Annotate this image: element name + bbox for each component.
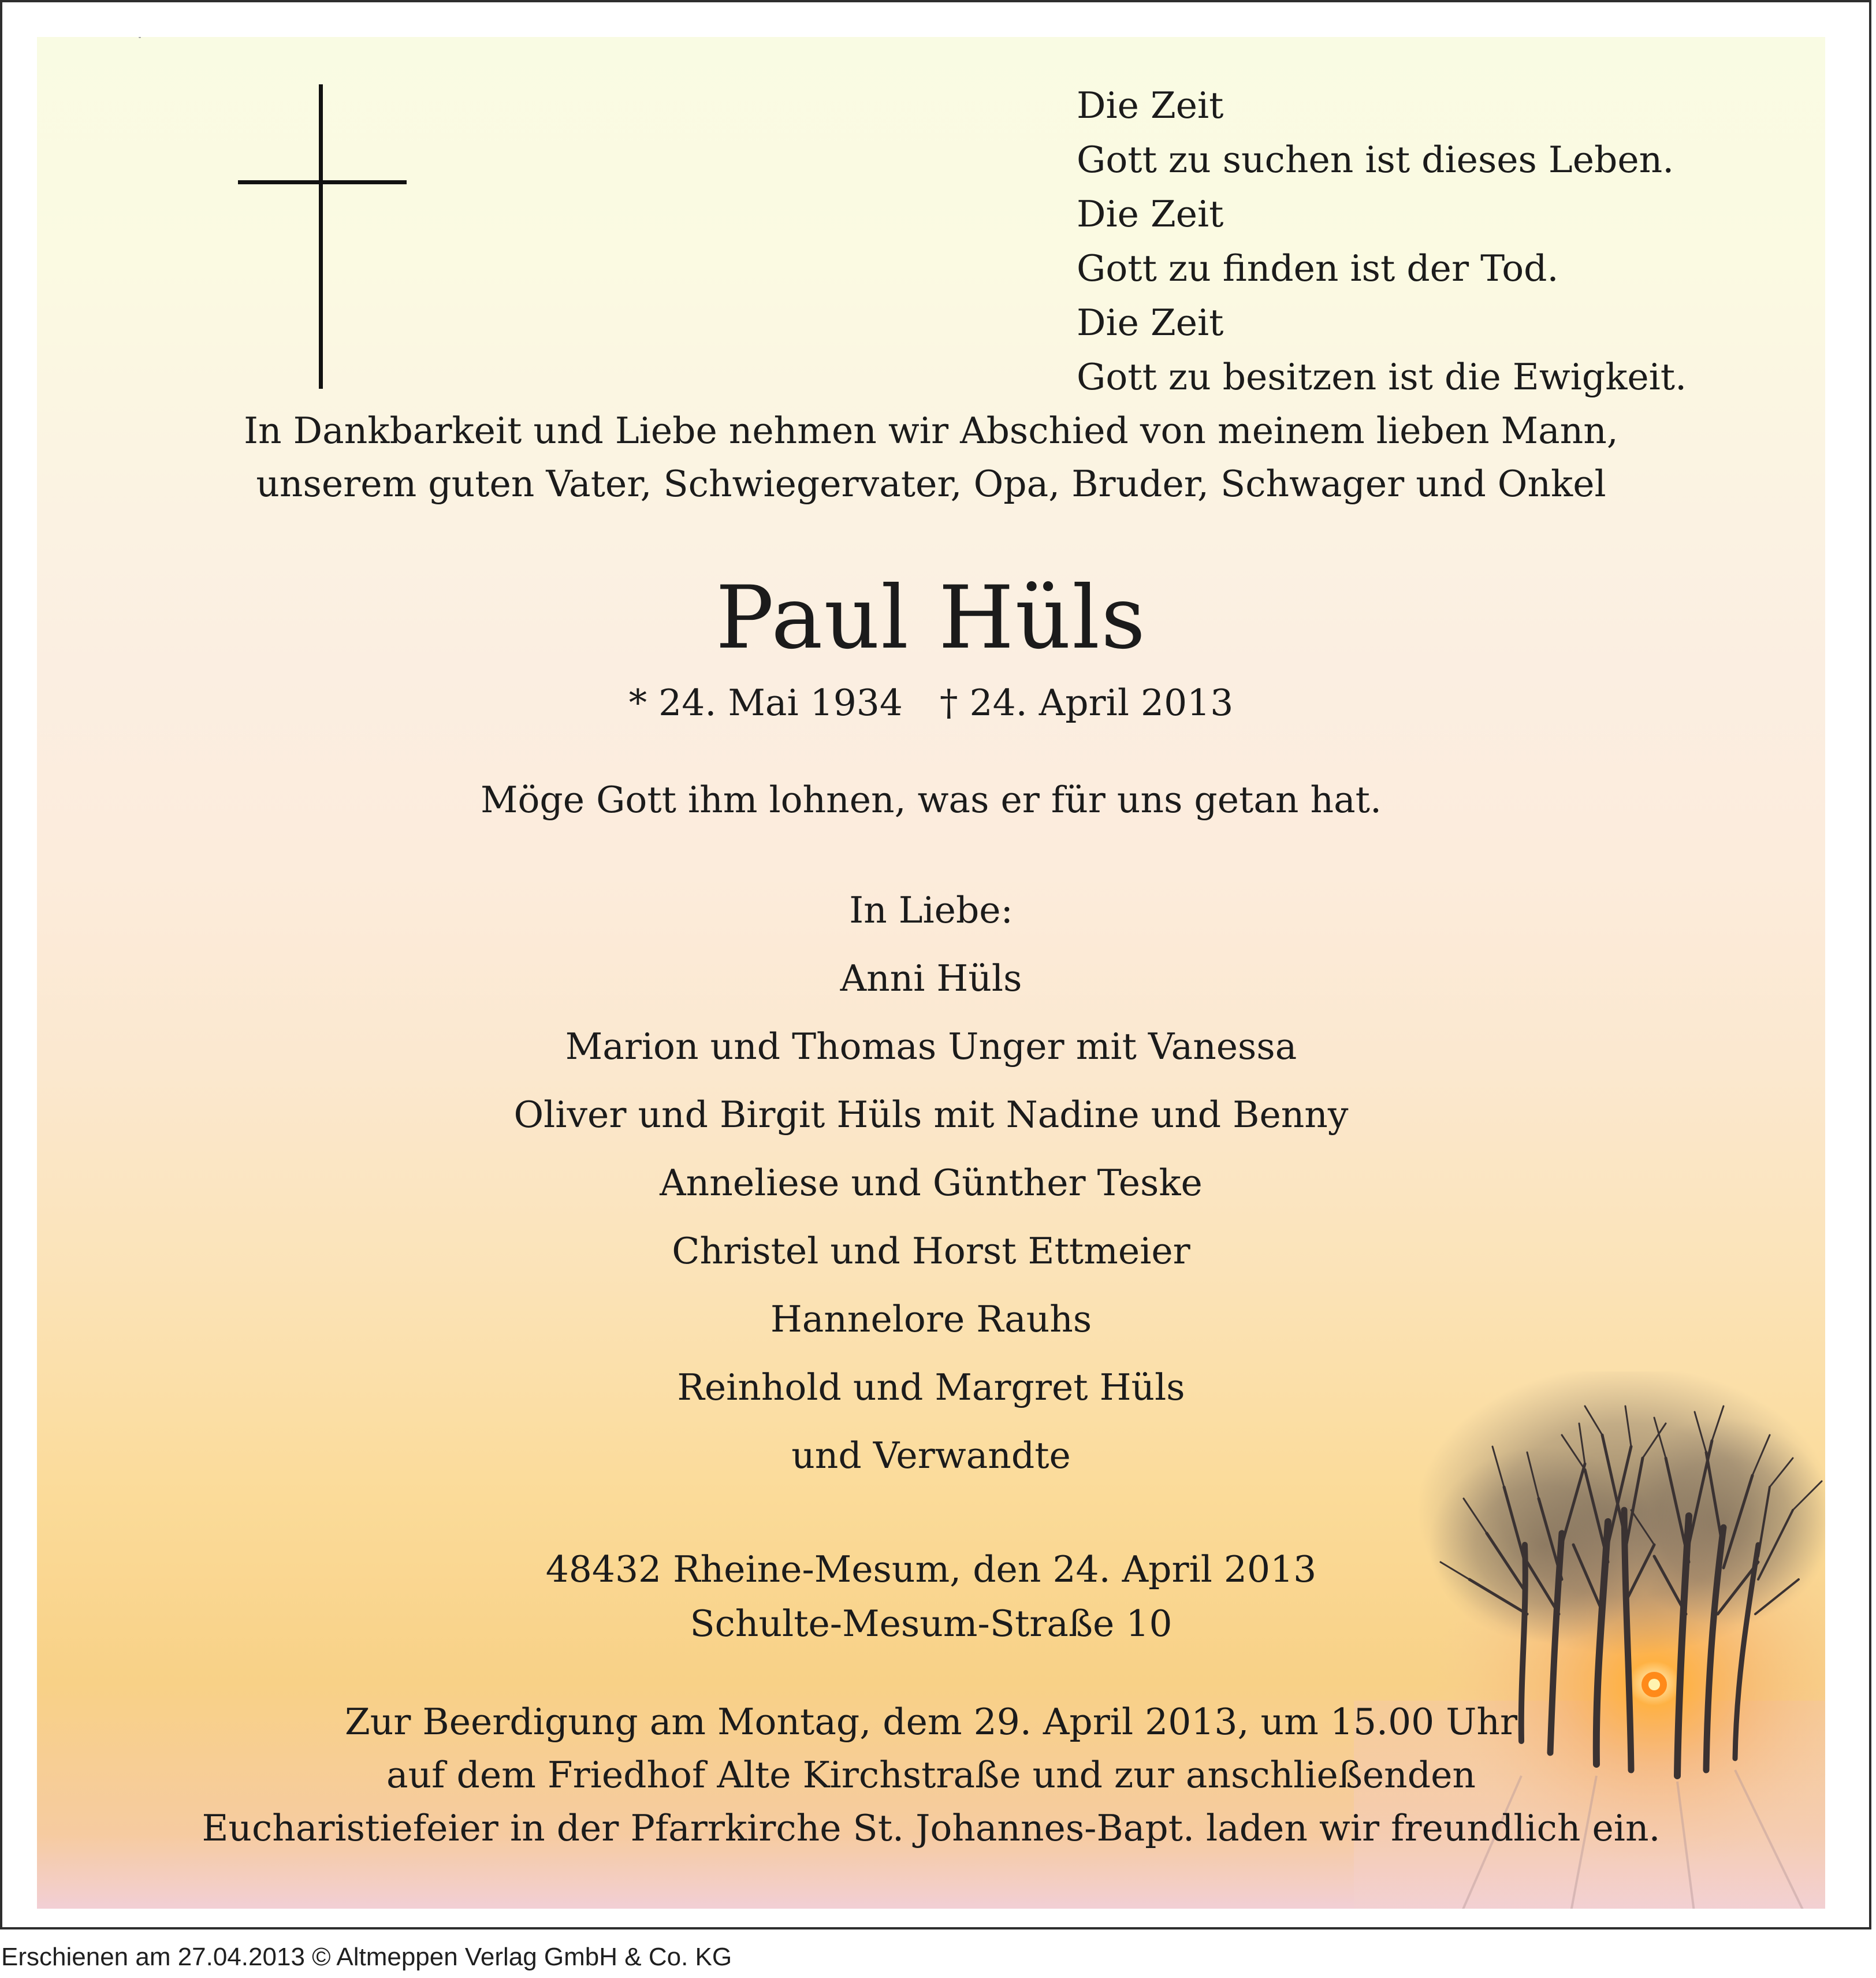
poem-line: Gott zu suchen ist dieses Leben. [1077, 139, 1674, 181]
signer-name: Anneliese und Günther Teske [660, 1162, 1203, 1204]
memorial-wish: Möge Gott ihm lohnen, was er für uns getan hat. [481, 779, 1382, 821]
signer-name: Hannelore Rauhs [770, 1298, 1092, 1340]
death-date: † 24. April 2013 [939, 682, 1234, 724]
poem-line: Die Zeit [1077, 302, 1224, 344]
life-dates [37, 677, 1825, 729]
cross-icon-vertical [319, 84, 323, 389]
corner-mark [139, 37, 141, 38]
signer-name: Christel und Horst Ettmeier [672, 1230, 1190, 1272]
signer-name: und Verwandte [791, 1434, 1071, 1477]
funeral-line: auf dem Friedhof Alte Kirchstraße und zur anschließenden [386, 1754, 1476, 1796]
intro-line: In Dankbarkeit und Liebe nehmen wir Abschied von meinem lieben Mann, [244, 410, 1618, 452]
signers-list [37, 876, 1825, 1490]
birth-date: * 24. Mai 1934 [628, 682, 903, 724]
signer-name: Oliver und Birgit Hüls mit Nadine und Benny [513, 1094, 1349, 1136]
poem-line: Die Zeit [1077, 84, 1224, 127]
funeral-info [37, 1696, 1825, 1855]
poem-line: Gott zu besitzen ist die Ewigkeit. [1077, 356, 1687, 398]
poem-line: Gott zu finden ist der Tod. [1077, 247, 1559, 289]
poem-block [1077, 79, 1687, 404]
intro-line: unserem guten Vater, Schwiegervater, Opa, Bruder, Schwager und Onkel [256, 463, 1606, 505]
signers-heading: In Liebe: [849, 889, 1013, 931]
poem-line: Die Zeit [1077, 193, 1224, 235]
address-block [37, 1542, 1825, 1651]
address-line: Schulte-Mesum-Straße 10 [690, 1603, 1172, 1645]
address-line: 48432 Rheine-Mesum, den 24. April 2013 [545, 1548, 1317, 1590]
publication-footer: Erschienen am 27.04.2013 © Altmeppen Verlag GmbH & Co. KG [1, 1943, 732, 1971]
deceased-name: Paul Hüls [715, 568, 1147, 668]
funeral-line: Eucharistiefeier in der Pfarrkirche St. Johannes-Bapt. laden wir freundlich ein. [202, 1807, 1661, 1849]
signer-name: Anni Hüls [840, 957, 1022, 999]
signer-name: Reinhold und Margret Hüls [677, 1366, 1185, 1408]
funeral-line: Zur Beerdigung am Montag, dem 29. April 2013, um 15.00 Uhr [344, 1701, 1518, 1743]
cross-icon [238, 180, 407, 184]
signer-name: Marion und Thomas Unger mit Vanessa [565, 1025, 1297, 1068]
intro-text [37, 404, 1825, 511]
